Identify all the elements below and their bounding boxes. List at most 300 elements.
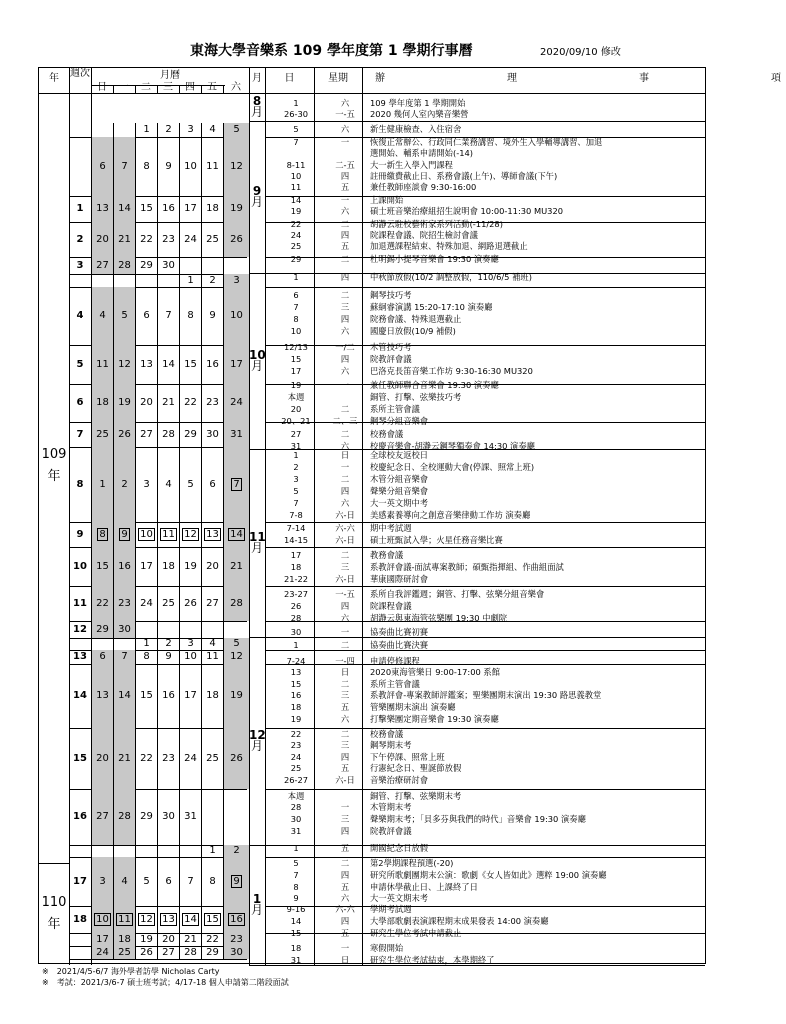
event-day: 2	[293, 462, 299, 472]
calendar-day-cell: 13	[92, 196, 113, 222]
event-text: 協奏曲比賽決賽	[370, 640, 429, 650]
event-day: 9	[293, 893, 299, 903]
event-group-line	[265, 121, 705, 122]
event-weekday: 三	[340, 740, 350, 750]
calendar-day-cell: 24	[92, 946, 113, 959]
event-day: 19	[290, 380, 302, 390]
event-row	[39, 523, 701, 534]
event-row	[39, 380, 701, 391]
calendar-day-cell: 15	[140, 690, 153, 701]
event-day: 17	[290, 550, 302, 560]
event-row	[39, 429, 701, 440]
event-text: 研究生學位考試結束，本學期終了	[370, 955, 495, 965]
highlighted-day: 9	[121, 529, 128, 540]
calendar-day-cell: 7	[114, 650, 135, 664]
event-day: 15	[290, 679, 302, 689]
event-text: 校慶紀念日、全校運動大會(停課、照常上班)	[370, 462, 535, 472]
event-row	[39, 314, 701, 325]
event-text: 聲樂分組音樂會	[370, 486, 429, 496]
calendar-day-cell: 25	[162, 598, 175, 609]
event-row	[39, 535, 701, 546]
event-weekday: 六-日	[335, 535, 355, 545]
event-day: 3	[293, 474, 299, 484]
event-day: 7	[293, 498, 299, 508]
event-group-line	[265, 586, 705, 587]
event-text: 蘇絅睿演講 15:20-17:10 演奏廳	[370, 302, 493, 312]
event-row	[39, 955, 701, 966]
event-weekday: 六	[340, 206, 350, 216]
event-day: 15	[290, 354, 302, 364]
event-day: 31	[290, 955, 302, 965]
calendar-day-cell: 2	[114, 447, 135, 522]
header-items: 事	[639, 73, 649, 84]
event-weekday: 一/二	[335, 342, 355, 352]
event-text: 系教評會議-面試專案教師；碩甄指揮組、作曲組面試	[370, 562, 564, 572]
event-text: 2020 幾何人室內樂音樂營	[370, 109, 469, 119]
calendar-day-cell: 6	[209, 479, 216, 490]
event-day: 15	[290, 928, 302, 938]
calendar-day-cell: 9	[165, 651, 172, 662]
event-text: 碩士班甄試入學；火星任務音樂比賽	[370, 535, 503, 545]
event-text: 研究生學位考試申請截止	[370, 928, 462, 938]
footnote	[42, 978, 289, 988]
calendar-day-cell: 24	[184, 234, 197, 245]
event-text: 院課程會議、院招生檢討會議	[370, 230, 478, 240]
footnote	[42, 967, 220, 977]
event-text: 中秋節放假(10/2 調整放假，110/6/5 補班)	[370, 272, 532, 282]
event-weekday: 四	[340, 272, 350, 282]
event-row	[39, 366, 701, 377]
event-group-line	[265, 222, 705, 223]
highlighted-day: 14	[230, 529, 243, 540]
event-text: 全球校友返校日	[370, 450, 429, 460]
event-day: 1	[293, 272, 299, 282]
calendar-day-cell: 7	[165, 310, 172, 321]
header-weekday-col: 星期	[328, 73, 348, 84]
month-suffix: 月	[250, 541, 263, 555]
event-row	[39, 729, 701, 740]
header-weekday: 六	[231, 82, 241, 93]
event-day: 17	[290, 366, 302, 376]
calendar-day-cell: 17	[140, 561, 153, 572]
event-day: 18	[290, 943, 302, 953]
event-text: 2020東海管樂日 9:00-17:00 系館	[370, 667, 501, 677]
event-row	[39, 392, 701, 403]
calendar-day-cell: 18	[206, 203, 219, 214]
calendar-day-cell: 2	[165, 124, 172, 135]
calendar-day-cell: 3	[187, 124, 194, 135]
event-text: 加退選課程結束、特殊加退、網路退選截止	[370, 241, 528, 251]
calendar-day-cell: 23	[162, 753, 175, 764]
event-text: 109 學年度第 1 學期開始	[370, 98, 466, 108]
week-number: 2	[76, 234, 84, 245]
calendar-day-cell: 5	[224, 123, 249, 137]
calendar-day-cell: 16	[206, 359, 219, 370]
event-day: 28	[290, 613, 302, 623]
calendar-day-cell: 7	[187, 876, 194, 887]
event-day: 7-14	[286, 523, 306, 533]
week-number: 13	[73, 651, 87, 662]
event-day: 18	[290, 702, 302, 712]
calendar-day-cell: 12	[224, 650, 249, 664]
highlighted-day: 7	[233, 479, 240, 490]
event-row	[39, 148, 701, 159]
event-text: 胡瀞云駐校藝術家系列活動(-11/28)	[370, 219, 503, 229]
event-day: 24	[290, 752, 302, 762]
event-row	[39, 714, 701, 725]
calendar-day-cell: 2	[224, 845, 249, 857]
calendar-day-cell: 19	[184, 561, 197, 572]
calendar-day-cell: 30	[114, 621, 135, 638]
event-text: 杜明錫小提琴音樂會 19:30 演奏廳	[370, 254, 499, 264]
event-text: 選開始、輔系申請開始(-14)	[370, 148, 473, 158]
event-weekday: 六	[340, 366, 350, 376]
event-group-line	[265, 789, 705, 790]
event-text: 美感素養導向之創意音樂律動工作坊 演奏廳	[370, 510, 531, 520]
event-weekday: 六	[340, 613, 350, 623]
calendar-day-cell: 23	[206, 397, 219, 408]
event-day: 14-15	[283, 535, 309, 545]
month-suffix: 月	[250, 105, 263, 119]
calendar-day-cell: 24	[184, 753, 197, 764]
calendar-day-cell: 17	[224, 345, 249, 384]
calendar-day-cell: 31	[184, 811, 197, 822]
week-number: 5	[76, 359, 84, 370]
highlighted-day: 12	[140, 914, 153, 925]
calendar-day-cell: 22	[140, 234, 153, 245]
event-day: 19	[290, 714, 302, 724]
event-day: 14	[290, 916, 302, 926]
event-group-line	[265, 857, 705, 858]
event-text: 系所自我評鑑週；銅管、打擊、弦樂分組音樂會	[370, 589, 545, 599]
footnote-mark: ※	[42, 978, 57, 987]
event-text: 銅管、打擊、弦樂技巧考	[370, 392, 462, 402]
event-weekday: 一	[340, 627, 350, 637]
month-suffix: 月	[250, 359, 263, 373]
event-row	[39, 574, 701, 585]
calendar-day-cell: 22	[92, 586, 113, 621]
week-number: 6	[76, 397, 84, 408]
month-suffix: 月	[250, 195, 263, 209]
event-weekday: 四	[340, 752, 350, 762]
calendar-day-cell: 1	[92, 447, 113, 522]
event-text: 申請停修課程	[370, 656, 420, 666]
year-number: 110	[41, 895, 67, 910]
event-text: 校慶音樂會-胡瀞云鋼琴獨奏會 14:30 演奏廳	[370, 441, 535, 451]
calendar-day-cell: 4	[165, 479, 172, 490]
week-number: 9	[76, 529, 84, 540]
calendar-day-cell: 10	[184, 161, 197, 172]
event-weekday: 二	[340, 404, 350, 414]
calendar-day-cell: 21	[184, 934, 197, 945]
event-row	[39, 474, 701, 485]
calendar-day-cell: 3	[187, 638, 194, 649]
event-text: 校務會議	[370, 429, 404, 439]
event-row	[39, 882, 701, 893]
event-row	[39, 893, 701, 904]
event-day: 10	[290, 326, 302, 336]
event-row	[39, 342, 701, 353]
month-suffix: 月	[250, 739, 263, 753]
month-number: 9	[252, 184, 262, 198]
event-row	[39, 943, 701, 954]
calendar-day-cell: 27	[92, 257, 113, 274]
event-weekday: 一-五	[335, 109, 355, 119]
weekday-divider	[201, 85, 202, 93]
calendar-day-cell: 1	[143, 124, 150, 135]
event-day: 5	[293, 858, 299, 868]
calendar-day-cell: 8	[187, 310, 194, 321]
event-day: 22	[290, 219, 302, 229]
header-weekday: 日	[97, 82, 107, 93]
event-text: 華康國際研討會	[370, 574, 429, 584]
event-weekday: 五	[340, 882, 350, 892]
event-row	[39, 219, 701, 230]
event-day: 30	[290, 814, 302, 824]
event-weekday: 二	[340, 474, 350, 484]
header-year: 年	[49, 73, 59, 84]
event-row	[39, 679, 701, 690]
event-day: 25	[290, 241, 302, 251]
revision-date: 2020/09/10 修改	[540, 47, 621, 58]
event-row	[39, 656, 701, 667]
header-items: 辦	[375, 73, 385, 84]
event-day: 26-27	[283, 775, 309, 785]
event-day: 25	[290, 763, 302, 773]
event-text: 教務會議	[370, 550, 404, 560]
calendar-day-cell: 20	[206, 561, 219, 572]
week-number: 14	[73, 690, 87, 701]
event-day: 11	[290, 182, 302, 192]
event-weekday: 四	[340, 601, 350, 611]
event-text: 大學部歌劇表演課程期末成果發表 14:00 演奏廳	[370, 916, 549, 926]
calendar-day-cell: 7	[114, 137, 135, 196]
calendar-day-cell: 6	[92, 650, 113, 664]
week-number: 10	[73, 561, 87, 572]
event-day: 19	[290, 206, 302, 216]
event-text: 寒假開始	[370, 943, 404, 953]
event-weekday: 四	[340, 314, 350, 324]
event-row	[39, 510, 701, 521]
event-text: 大一英文期末考	[370, 893, 429, 903]
weekday-divider	[135, 85, 136, 93]
event-row	[39, 740, 701, 751]
calendar-day-cell: 24	[140, 598, 153, 609]
event-day: 16	[290, 690, 302, 700]
week-number: 3	[76, 260, 84, 271]
event-group-line	[265, 637, 705, 638]
event-weekday: 一	[340, 943, 350, 953]
calendar-day-cell: 10	[184, 651, 197, 662]
calendar-day-cell: 10	[224, 287, 249, 345]
calendar-day-cell: 23	[162, 234, 175, 245]
calendar-day-cell: 26	[114, 422, 135, 447]
event-group-line	[265, 273, 705, 274]
event-text: 音樂治療研討會	[370, 775, 429, 785]
highlighted-day: 11	[162, 529, 175, 540]
highlighted-day: 10	[96, 914, 109, 925]
event-weekday: 六	[340, 498, 350, 508]
calendar-day-cell: 3	[224, 274, 249, 287]
event-day: 30	[290, 627, 302, 637]
event-text: 巴洛克長笛音樂工作坊 9:30-16:30 MU320	[370, 366, 533, 376]
event-weekday: 四	[340, 354, 350, 364]
event-text: 期中考試週	[370, 523, 412, 533]
calendar-day-cell: 4	[114, 857, 135, 906]
calendar-day-cell: 29	[140, 811, 153, 822]
calendar-day-cell: 21	[162, 397, 175, 408]
event-row	[39, 486, 701, 497]
event-text: 鋼琴技巧考	[370, 290, 412, 300]
year-number: 109	[41, 446, 67, 462]
event-day: 8	[293, 314, 299, 324]
highlighted-day: 15	[206, 914, 219, 925]
event-day: 6	[293, 290, 299, 300]
event-day: 14	[290, 195, 302, 205]
event-weekday: 六-六	[335, 523, 355, 533]
calendar-day-cell: 19	[114, 384, 135, 422]
calendar-day-cell: 11	[206, 651, 219, 662]
week-number: 4	[76, 310, 84, 321]
month-number: 11	[249, 530, 266, 544]
week-number: 15	[73, 753, 87, 764]
event-row	[39, 916, 701, 927]
event-day: 26	[290, 601, 302, 611]
calendar-day-cell: 15	[140, 203, 153, 214]
calendar-day-cell: 4	[92, 287, 113, 345]
weekday-divider	[179, 85, 180, 93]
footnote-mark: ※	[42, 967, 57, 976]
event-weekday: 五	[340, 928, 350, 938]
event-text: 鋼琴期末考	[370, 740, 412, 750]
highlighted-day: 10	[140, 529, 153, 540]
calendar-day-cell: 2	[209, 275, 216, 286]
highlighted-day: 13	[206, 529, 219, 540]
highlighted-day: 13	[162, 914, 175, 925]
calendar-day-cell: 11	[92, 345, 113, 384]
event-text: 第2學期課程預選(-20)	[370, 858, 454, 868]
event-row	[39, 498, 701, 509]
event-row	[39, 404, 701, 415]
calendar-day-cell: 14	[162, 359, 175, 370]
event-day: 28	[290, 802, 302, 812]
calendar-day-cell: 23	[224, 933, 249, 946]
event-day: 31	[290, 441, 302, 451]
event-text: 碩士班音樂治療組招生說明會 10:00-11:30 MU320	[370, 206, 564, 216]
event-row	[39, 105, 701, 120]
event-day: 1	[293, 98, 299, 108]
event-group-line	[265, 257, 705, 258]
event-row	[39, 124, 701, 135]
event-text: 木管期末考	[370, 802, 412, 812]
weekday-divider	[223, 85, 224, 93]
calendar-day-cell: 29	[140, 260, 153, 271]
week-number: 7	[76, 429, 84, 440]
event-row	[39, 775, 701, 786]
calendar-day-cell: 17	[92, 933, 113, 946]
event-day: 5	[293, 124, 299, 134]
event-day: 26-30	[283, 109, 309, 119]
header-weekday: 三	[163, 82, 173, 93]
calendar-day-cell: 6	[92, 137, 113, 196]
header-weekday: 二	[141, 82, 151, 93]
header-items: 項	[771, 73, 781, 84]
event-day: 1	[293, 843, 299, 853]
calendar-day-cell: 26	[140, 947, 153, 958]
calendar-day-cell: 28	[162, 429, 175, 440]
header-weekday: 五	[207, 82, 217, 93]
event-weekday: 五	[340, 182, 350, 192]
header-week: 週次	[70, 68, 90, 79]
calendar-day-cell: 25	[206, 234, 219, 245]
event-row	[39, 354, 701, 365]
event-text: 國慶日放假(10/9 補假)	[370, 326, 456, 336]
calendar-day-cell: 20	[162, 934, 175, 945]
calendar-day-cell: 28	[224, 586, 249, 621]
event-weekday: 二	[340, 219, 350, 229]
calendar-day-cell: 3	[92, 857, 113, 906]
event-text: 系教評會-專案教師評鑑案；聖樂團期末演出 19:30 路思義教堂	[370, 690, 602, 700]
event-weekday: 六-六	[335, 904, 355, 914]
weekday-divider	[157, 85, 158, 93]
calendar-day-cell: 25	[114, 946, 135, 959]
event-row	[39, 858, 701, 869]
event-weekday: 六-日	[335, 574, 355, 584]
event-text: 院教評會議	[370, 354, 412, 364]
calendar-day-cell: 13	[92, 664, 113, 728]
calendar-day-cell: 24	[224, 384, 249, 422]
calendar-day-cell: 26	[224, 728, 249, 789]
event-weekday: 三	[340, 302, 350, 312]
header-month: 月	[252, 73, 262, 84]
event-row	[39, 702, 701, 713]
event-group-line	[265, 728, 705, 729]
event-text: 新生健康檢查、入住宿舍	[370, 124, 462, 134]
calendar-day-cell: 8	[143, 161, 150, 172]
event-day: 7-8	[289, 510, 303, 520]
header-calendar: 月曆	[160, 70, 180, 81]
event-row	[39, 791, 701, 802]
event-day: 5	[293, 486, 299, 496]
event-row	[39, 450, 701, 461]
event-day: 7	[293, 870, 299, 880]
event-row	[39, 550, 701, 561]
event-group-line	[265, 845, 705, 846]
calendar-day-cell: 19	[224, 664, 249, 728]
event-row	[39, 613, 701, 624]
calendar-day-cell: 30	[224, 946, 249, 959]
event-group-line	[265, 547, 705, 548]
event-row	[39, 752, 701, 763]
event-row	[39, 171, 701, 182]
event-day: 18	[290, 562, 302, 572]
calendar-day-cell: 15	[184, 359, 197, 370]
event-row	[39, 160, 701, 171]
event-weekday: 一	[340, 462, 350, 472]
calendar-day-cell: 26	[224, 222, 249, 257]
calendar-day-cell: 27	[140, 429, 153, 440]
calendar-day-cell: 5	[114, 287, 135, 345]
calendar-day-cell: 1	[209, 845, 216, 856]
event-row	[39, 601, 701, 612]
event-text: 上課開始	[370, 195, 404, 205]
event-day: 22	[290, 729, 302, 739]
calendar-day-cell: 19	[224, 196, 249, 222]
event-row	[39, 241, 701, 252]
calendar-day-cell: 4	[209, 124, 216, 135]
event-day: 31	[290, 826, 302, 836]
event-text: 校務會議	[370, 729, 404, 739]
